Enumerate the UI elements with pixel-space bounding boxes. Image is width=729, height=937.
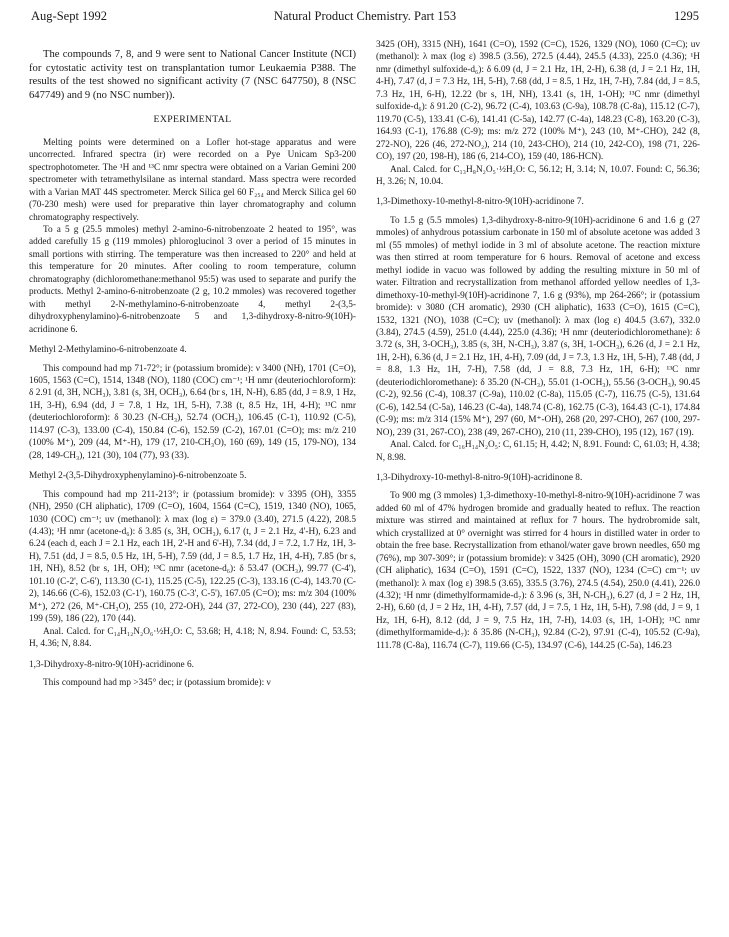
compound-4-data: This compound had mp 71-72°; ir (potassium bromide): ν 3400 (NH), 1701 (C=O), 1605, 1563 (C=C), 1514, 1348 (NO), 1180 (COC) cm⁻¹; ¹H nmr (deuteriochloroform): δ 2.91 (d, 3H, NCH₃), 3.81 (s, 3H, OCH₃), 6.64 (br s, 1H, N-H), 6.85 (dd, J = 8.9, 1 Hz, 1H, 3-H), 6.94 (dd, J = 7.8, 1 Hz, 1H, 5-H), 7.38 (t, 8.5 Hz, 1H, 4-H); ¹³C nmr (deuteriochloroform): δ 30.23 (N-CH₃), 52.74 (OCH₃), 106.45 (C-1), 110.92 (C-5), 114.97 (C-3), 133.00 (C-4), 150.84 (C-6), 152.59 (C-2), 167.01 (C=O); ms: m/z 210 (100% M⁺), 209 (44, M⁺-H), 179 (17, 210-CH₃O), 160 (69), 149 (15, 179-NO), 134 (28, 149-CH₃), 121 (30), 104 (77), 93 (33).: [29, 363, 356, 461]
compound-6-data-continued: 3425 (OH), 3315 (NH), 1641 (C=O), 1592 (C=C), 1526, 1329 (NO), 1060 (C=C); uv (methanol): λ max (log ε) 398.5 (3.56), 272.5 (4.44), 245.5 (4.33), 225.0 (4.36); ¹H nmr (dimethyl sulfoxide-d₆): δ 6.09 (d, J = 2.1 Hz, 1H, 2-H), 6.38 (d, J = 2.1 Hz, 1H, 4-H), 7.47 (d, J = 7.3 Hz, 1H, 5-H), 7.68 (dd, J = 8.5, 1 Hz, 1H, 7-H), 7.84 (dd, J = 8.5, 7.3 Hz, 1H, 6-H), 12.22 (br s, 1H, NH), 13.41 (s, 1H, 1-OH); ¹³C nmr (dimethyl sulfoxide-d₆): δ 91.20 (C-2), 96.72 (C-4), 103.63 (C-9a), 108.78 (C-8a), 115.12 (C-7), 119.70 (C-5), 133.41 (C-6), 141.41 (C-5a), 142.77 (C-4a), 148.23 (C-8), 163.20 (C-3), 164.93 (C-1), 176.88 (C-9); ms: m/z 272 (100% M⁺), 243 (10, M⁺-CHO), 242 (8, 272-NO), 226 (46, 272-NO₂), 214 (10, 243-CHO), 214 (10, 242-CO), 198 (71, 226-CO), 197 (20, 198-H), 186 (6, 214-CO), 159 (40, 186-HCN).: [376, 40, 700, 163]
header-title: Natural Product Chemistry. Part 153: [273, 9, 457, 23]
page-number: 1295: [674, 9, 699, 23]
compound-5-data: This compound had mp 211-213°; ir (potassium bromide): ν 3395 (OH), 3355 (NH), 2950 (CH aliphatic), 1709 (C=O), 1604, 1564 (C=C), 1519, 1340 (NO), 1065, 1030 (COC) cm⁻¹; uv (methanol): λ max (log ε) = 379.0 (3.40), 271.5 (4.22), 208.5 (4.43); ¹H nmr (acetone-d₆): δ 3.85 (s, 3H, OCH₃), 6.17 (t, J = 2.1 Hz, 4'-H), 6.23 and 6.24 (each d, each J = 2.1 Hz, each 1H, 2'-H and 6'-H), 7.34 (dd, J = 7.2, 1.7 Hz, 1H, 3-H), 7.51 (dd, J = 8.5, 0.5 Hz, 1H, 5-H), 7.59 (dd, J = 8.5, 1.7 Hz, 1H, 4-H), 7.85 (br s, 1H, NH), 8.52 (br s, 1H, OH); ¹³C nmr (acetone-d₆): δ 53.47 (OCH₃), 99.77 (C-4'), 101.10 (C-2', C-6'), 113.30 (C-1), 115.25 (C-5), 122.25 (C-3), 133.16 (C-4), 143.70 (C-2), 146.66 (C-6), 152.03 (C-1'), 160.75 (C-3', C-5'), 167.05 (C=O); ms: m/z 304 (100% M⁺), 272 (26, M⁺-CH₃O), 255 (10, 272-OH), 244 (37, 272-CO), 230 (44), 227 (83), 199 (59), 186 (22), 170 (44).: [29, 489, 356, 625]
compound-5-analysis: Anal. Calcd. for C₁₄H₁₂N₂O₆·½H₂O: C, 53.68; H, 4.18; N, 8.94. Found: C, 53.53; H, 4.36; N, 8.84.: [29, 626, 356, 650]
compound-7-title: 1,3-Dimethoxy-10-methyl-8-nitro-9(10H)-acridinone 7.: [376, 197, 584, 208]
general-methods-paragraph: Melting points were determined on a Lofler hot-stage apparatus and were uncorrected. Infrared spectra (ir) were recorded on a Pye Unicam Sp3-200 spectrophotometer. The ¹H and ¹³C nmr spectra were obtained on a Varian Gemini 200 spectrometer with tetramethylsilane as internal standard. Mass spectra were recorded with a Varian MAT 44S spectrometer. Merck Silica gel 60 F₂₅₄ and Merck Silica gel 60 (70-230 mesh) were used for preparative thin layer chromatography and column chromatography respectively.: [29, 137, 356, 223]
section-heading: EXPERIMENTAL: [153, 114, 232, 126]
running-header: [31, 9, 699, 25]
left-column: [29, 48, 356, 689]
compound-8-title: 1,3-Dihydroxy-10-methyl-8-nitro-9(10H)-acridinone 8.: [376, 472, 583, 483]
compound-5-title: Methyl 2-(3,5-Dihydroxyphenylamino)-6-nitrobenzoate 5.: [29, 471, 247, 482]
compound-8-procedure: To 900 mg (3 mmoles) 1,3-dimethoxy-10-methyl-8-nitro-9(10H)-acridinone 7 was added 60 ml of 47% hydrogen bromide and gradually heated to reflux. The reaction mixture was stirred and maintained at reflux for 7 hours. The hydrobromide salt, which crystallized at 0° overnight was stirred for 4 hours in distilled water in order to obtain the free base. Recrystallization from ethanol/water gave brown needles, 650 mg (76%), mp 307-309°; ir (potassium bromide): ν 3425 (OH), 3090 (CH aromatic), 2920 (CH aliphatic), 1634 (C=O), 1591 (C=C), 1522, 1337 (NO), 1234 (C=C) cm⁻¹; uv (methanol): λ max (log ε) 398.5 (3.65), 335.5 (3.76), 274.5 (4.54), 250.0 (4.41), 226.0 (4.32); ¹H nmr (dimethylformamide-d₇): δ 3.96 (s, 3H, N-CH₃), 6.27 (d, J = 2 Hz, 1H, 2-H), 6.60 (d, J = 2 Hz, 1H, 4-H), 7.57 (dd, J = 7.5, 1 Hz, 1H, 5-H), 7.98 (dd, J = 9, 1 Hz, 1H, 6-H), 8.12 (dd, J = 9, 7.5 Hz, 1H, 7-H), 14.03 (s, 1H, 1-OH); ¹³C nmr (dimethylformamide-d₇): δ 35.86 (N-CH₃), 92.84 (C-2), 97.91 (C-4), 105.52 (C-9a), 111.78 (C-8a), 116.74 (C-7), 119.66 (C-5), 134.97 (C-6), 144.25 (C-5a), 146.23: [376, 491, 700, 651]
compound-6-data-start: This compound had mp >345° dec; ir (potassium bromide): ν: [43, 677, 271, 688]
compound-7-procedure: To 1.5 g (5.5 mmoles) 1,3-dihydroxy-8-nitro-9(10H)-acridinone 6 and 1.6 g (27 mmoles) of anhydrous potassium carbonate in 150 ml of absolute acetone was added 3 ml (55 mmoles) of methyl iodide in 3 ml of absolute acetone. The reaction mixture was then stirred at room temperature for 6 hours. Removal of acetone and excess methyl iodide in vacuo was followed by adding the resulting mixture in 50 ml of water. Filtration and recrystallization from methanol afforded yellow needles of 1,3-dimethoxy-10-methyl-9(10H)-acridinone 7, 1.6 g (93%), mp 264-266°; ir (potassium bromide): ν 3080 (CH aromatic), 2930 (CH aliphatic), 1633 (C=O), 1615 (C=C), 1532, 1321 (NO), 1038 (C=C); uv (methanol): λ max (log ε) 404.5 (3.67), 332.0 (3.84), 274.5 (4.59), 251.0 (4.44), 225.0 (4.36); ¹H nmr (deuteriodichloromethane): δ 3.72 (s, 3H, 3-OCH₃), 3.85 (s, 3H, N-CH₃), 3.87 (s, 3H, 1-OCH₃), 6.26 (d, J = 2.1 Hz, 1H, 2-H), 6.36 (d, J = 2.1 Hz, 1H, 4-H), 7.09 (dd, J = 7.3, 1.3 Hz, 1H, 5-H), 7.48 (dd, J = 8.8, 1.3 Hz, 1H, 7-H), 7.58 (dd, J = 8.8, 7.3 Hz, 1H, 6-H); ¹³C nmr (deuteriodichloromethane): δ 35.20 (N-CH₃), 55.01 (1-OCH₃), 55.56 (3-OCH₃), 90.45 (C-2), 92.56 (C-4), 108.37 (C-9a), 110.02 (C-8a), 115.05 (C-7), 116.75 (C-5), 131.64 (C-6), 142.54 (C-5a), 146.23 (C-4a), 148.74 (C-8), 162.75 (C-3), 164.43 (C-1), 174.84 (C-9); ms: m/z 314 (15% M⁺), 297 (60, M⁺-OH), 268 (20, 297-CHO), 267 (100, 297-NO), 239 (31, 267-CO), 238 (49, 267-CHO), 210 (11, 239-CHO), 195 (12), 167 (19).: [376, 215, 700, 438]
right-column: [376, 39, 700, 652]
procedure-paragraph: To a 5 g (25.5 mmoles) methyl 2-amino-6-nitrobenzoate 2 heated to 195°, was added carefully 15 g (119 mmoles) phloroglucinol 3 over a period of 15 minutes in small portions with stirring. The temperature was then increased to 220° and held at this temperature for 20 minutes. After cooling to room temperature, column chromatography (dichloromethane:methanol 95:5) was used to separate and purify the products. Methyl 2-amino-6-nitrobenzoate (2 g, 10.2 mmoles) was recovered together with methyl 2-N-methylamino-6-nitrobenzoate 4, methyl 2-(3,5-dihydroxyphenylamino)-6-nitrobenzoate 5 and 1,3-dihydroxy-8-nitro-9(10H)-acridinone 6.: [29, 225, 356, 335]
compound-6-title: 1,3-Dihydroxy-8-nitro-9(10H)-acridinone 6.: [29, 659, 194, 670]
compound-6-analysis: Anal. Calcd. for C₁₃H₈N₂O₅·½H₂O: C, 56.12; H, 3.14; N, 10.07. Found: C, 56.36; H, 3.26; N, 10.04.: [376, 164, 700, 187]
intro-paragraph: The compounds 7, 8, and 9 were sent to National Cancer Institute (NCI) for cytostatic activity test on transplantation tumor Leukaemia P388. The results of the test showed no significant activity (7 (NSC 647750), 8 (NSC 647749) and 9 (no NSC number)).: [29, 49, 356, 101]
compound-4-title: Methyl 2-Methylamino-6-nitrobenzoate 4.: [29, 345, 187, 356]
header-date: Aug-Sept 1992: [31, 9, 108, 23]
compound-7-analysis: Anal. Calcd. for C₁₆H₁₄N₂O₅: C, 61.15; H, 4.42; N, 8.91. Found: C, 61.03; H, 4.38; N, 8.98.: [376, 440, 700, 463]
